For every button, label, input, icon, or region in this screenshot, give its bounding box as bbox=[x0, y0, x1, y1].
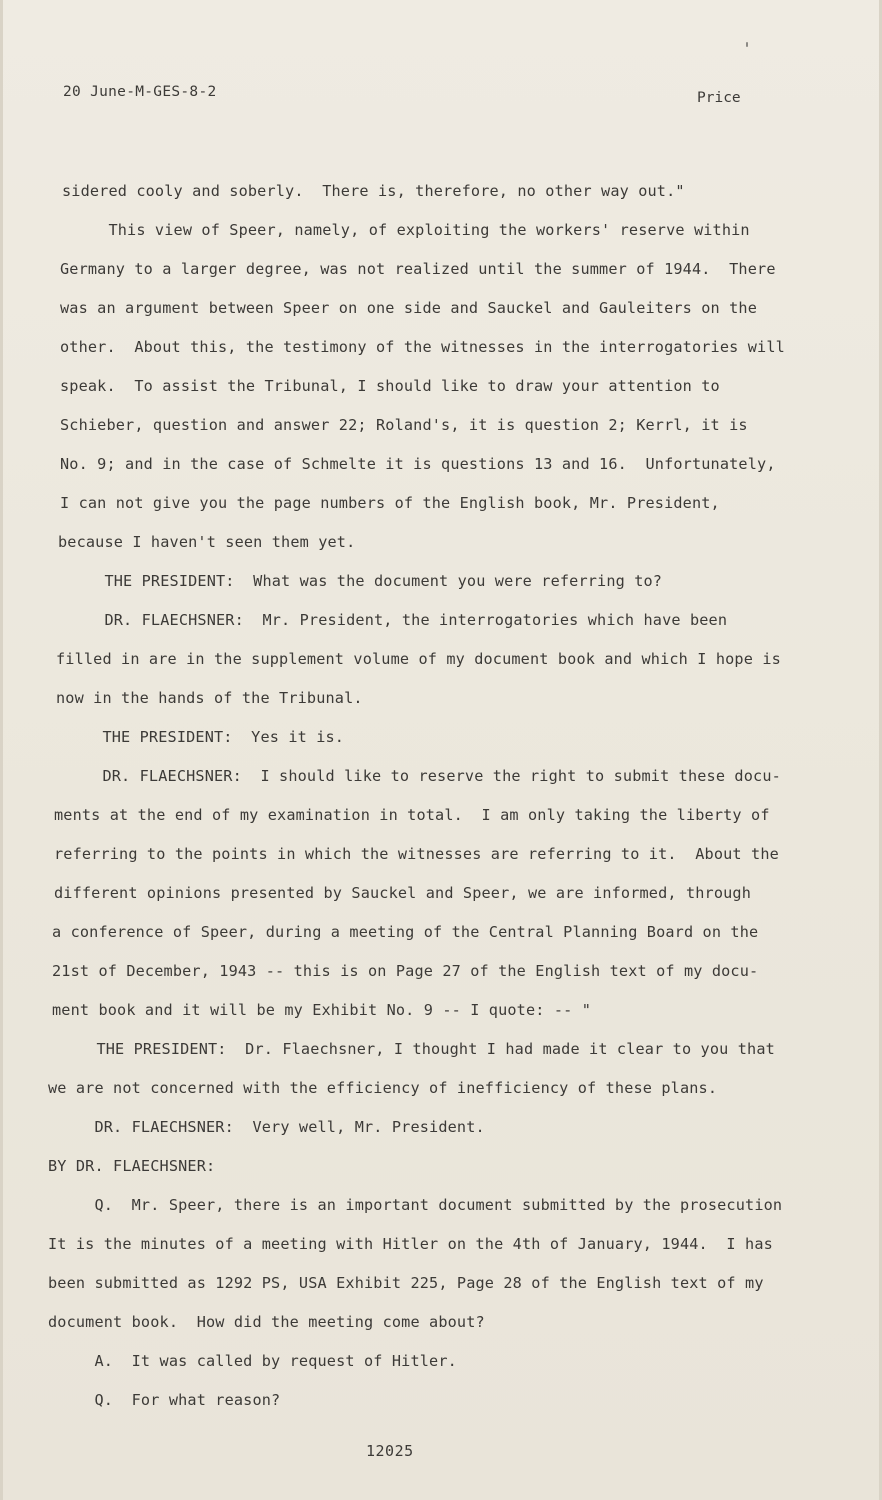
transcript-line: THE PRESIDENT: What was the document you were referring to? bbox=[58, 572, 663, 590]
transcript-line: DR. FLAECHSNER: I should like to reserve the right to submit these docu- bbox=[56, 767, 781, 785]
transcript-line: 21st of December, 1943 -- this is on Page 27 of the English text of my docu- bbox=[52, 962, 759, 980]
transcript-line: It is the minutes of a meeting with Hitler on the 4th of January, 1944. I has bbox=[48, 1235, 773, 1253]
transcript-line: DR. FLAECHSNER: Very well, Mr. President. bbox=[48, 1118, 485, 1136]
transcript-line: THE PRESIDENT: Dr. Flaechsner, I thought I had made it clear to you that bbox=[50, 1040, 775, 1058]
page-number: 12025 bbox=[366, 1442, 414, 1460]
transcript-line: filled in are in the supplement volume of my document book and which I hope is bbox=[56, 650, 781, 668]
transcript-line: sidered cooly and soberly. There is, therefore, no other way out." bbox=[62, 182, 685, 200]
paper-speck bbox=[746, 42, 748, 47]
transcript-line: Schieber, question and answer 22; Roland's, it is question 2; Kerrl, it is bbox=[60, 416, 748, 434]
transcript-line: been submitted as 1292 PS, USA Exhibit 225, Page 28 of the English text of my bbox=[48, 1274, 764, 1292]
transcript-line: Q. Mr. Speer, there is an important document submitted by the prosecution bbox=[48, 1196, 783, 1214]
transcript-line: No. 9; and in the case of Schmelte it is questions 13 and 16. Unfortunately, bbox=[60, 455, 776, 473]
transcript-line: ment book and it will be my Exhibit No. 9 -- I quote: -- " bbox=[52, 1001, 592, 1019]
transcript-line: Germany to a larger degree, was not realized until the summer of 1944. There bbox=[60, 260, 776, 278]
transcript-line: I can not give you the page numbers of the English book, Mr. President, bbox=[60, 494, 720, 512]
transcript-line: other. About this, the testimony of the witnesses in the interrogatories will bbox=[60, 338, 785, 356]
transcript-line: DR. FLAECHSNER: Mr. President, the interrogatories which have been bbox=[58, 611, 728, 629]
transcript-line: because I haven't seen them yet. bbox=[58, 533, 356, 551]
transcript-line: This view of Speer, namely, of exploiting the workers' reserve within bbox=[62, 221, 750, 239]
reporter-name: Price bbox=[697, 90, 741, 106]
transcript-line: document book. How did the meeting come about? bbox=[48, 1313, 485, 1331]
transcript-line: was an argument between Speer on one side and Sauckel and Gauleiters on the bbox=[60, 299, 758, 317]
transcript-line: we are not concerned with the efficiency of inefficiency of these plans. bbox=[48, 1079, 718, 1097]
paper-edge-left bbox=[0, 0, 3, 1500]
transcript-line: different opinions presented by Sauckel and Speer, we are informed, through bbox=[54, 884, 752, 902]
transcript-line: ments at the end of my examination in total. I am only taking the liberty of bbox=[54, 806, 770, 824]
transcript-line: A. It was called by request of Hitler. bbox=[48, 1352, 457, 1370]
transcript-line: now in the hands of the Tribunal. bbox=[56, 689, 363, 707]
transcript-line: a conference of Speer, during a meeting of the Central Planning Board on the bbox=[52, 923, 759, 941]
transcript-line: Q. For what reason? bbox=[48, 1391, 281, 1409]
transcript-line: BY DR. FLAECHSNER: bbox=[48, 1157, 216, 1175]
transcript-line: THE PRESIDENT: Yes it is. bbox=[56, 728, 345, 746]
document-reference: 20 June-M-GES-8-2 bbox=[63, 84, 217, 100]
transcript-line: referring to the points in which the witnesses are referring to it. About the bbox=[54, 845, 779, 863]
transcript-line: speak. To assist the Tribunal, I should like to draw your attention to bbox=[60, 377, 720, 395]
